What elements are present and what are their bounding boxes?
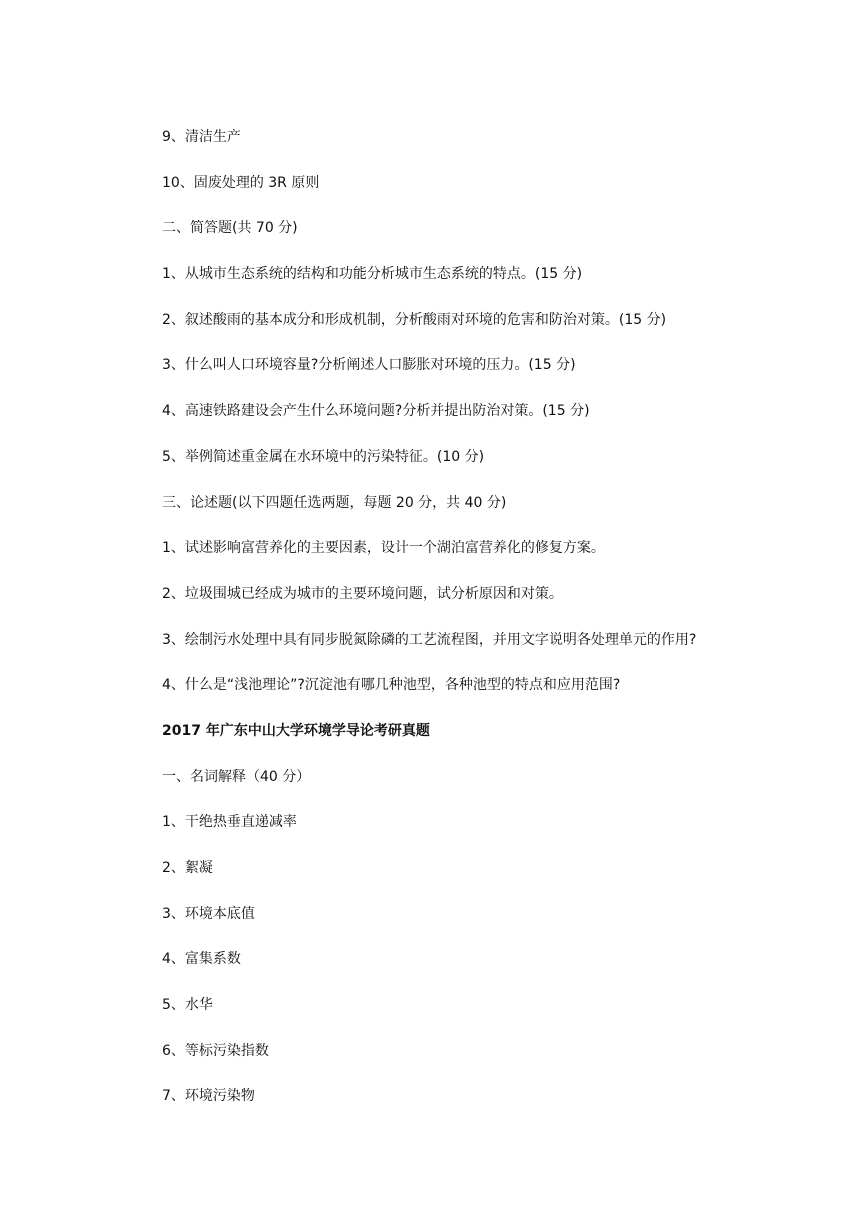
term-item: 4、富集系数 — [162, 951, 241, 968]
question-item: 3、什么叫人口环境容量?分析阐述人口膨胀对环境的压力。(15 分) — [162, 357, 576, 374]
term-item: 2、絮凝 — [162, 860, 213, 876]
document-body — [162, 126, 802, 1131]
section-heading-essay: 三、论述题(以下四题任选两题，每题 20 分，共 40 分) — [162, 494, 507, 511]
term-item: 1、干绝热垂直递减率 — [162, 814, 297, 831]
question-item: 1、从城市生态系统的结构和功能分析城市生态系统的特点。(15 分) — [162, 266, 583, 283]
essay-question-item: 3、绘制污水处理中具有同步脱氮除磷的工艺流程图，并用文字说明各处理单元的作用? — [162, 631, 697, 648]
essay-question-item: 1、试述影响富营养化的主要因素，设计一个湖泊富营养化的修复方案。 — [162, 540, 605, 557]
section-heading-short-answer: 二、简答题(共 70 分) — [162, 220, 298, 237]
question-item: 5、举例简述重金属在水环境中的污染特征。(10 分) — [162, 448, 485, 465]
term-item: 6、等标污染指数 — [162, 1042, 269, 1059]
term-item: 5、水华 — [162, 997, 213, 1014]
essay-question-item: 2、垃圾围城已经成为城市的主要环境问题，试分析原因和对策。 — [162, 585, 563, 602]
question-item: 4、高速铁路建设会产生什么环境问题?分析并提出防治对策。(15 分) — [162, 403, 590, 420]
exam-title-2017: 2017 年广东中山大学环境学导论考研真题 — [162, 722, 430, 739]
term-item: 7、环境污染物 — [162, 1088, 255, 1105]
question-item: 2、叙述酸雨的基本成分和形成机制，分析酸雨对环境的危害和防治对策。(15 分) — [162, 311, 667, 328]
section-heading-terms: 一、名词解释（40 分） — [162, 768, 311, 785]
term-item-10: 10、固废处理的 3R 原则 — [162, 174, 320, 191]
term-item-9: 9、清洁生产 — [162, 129, 241, 145]
essay-question-item: 4、什么是“浅池理论”?沉淀池有哪几种池型，各种池型的特点和应用范围? — [162, 677, 621, 694]
term-item: 3、环境本底值 — [162, 905, 255, 922]
